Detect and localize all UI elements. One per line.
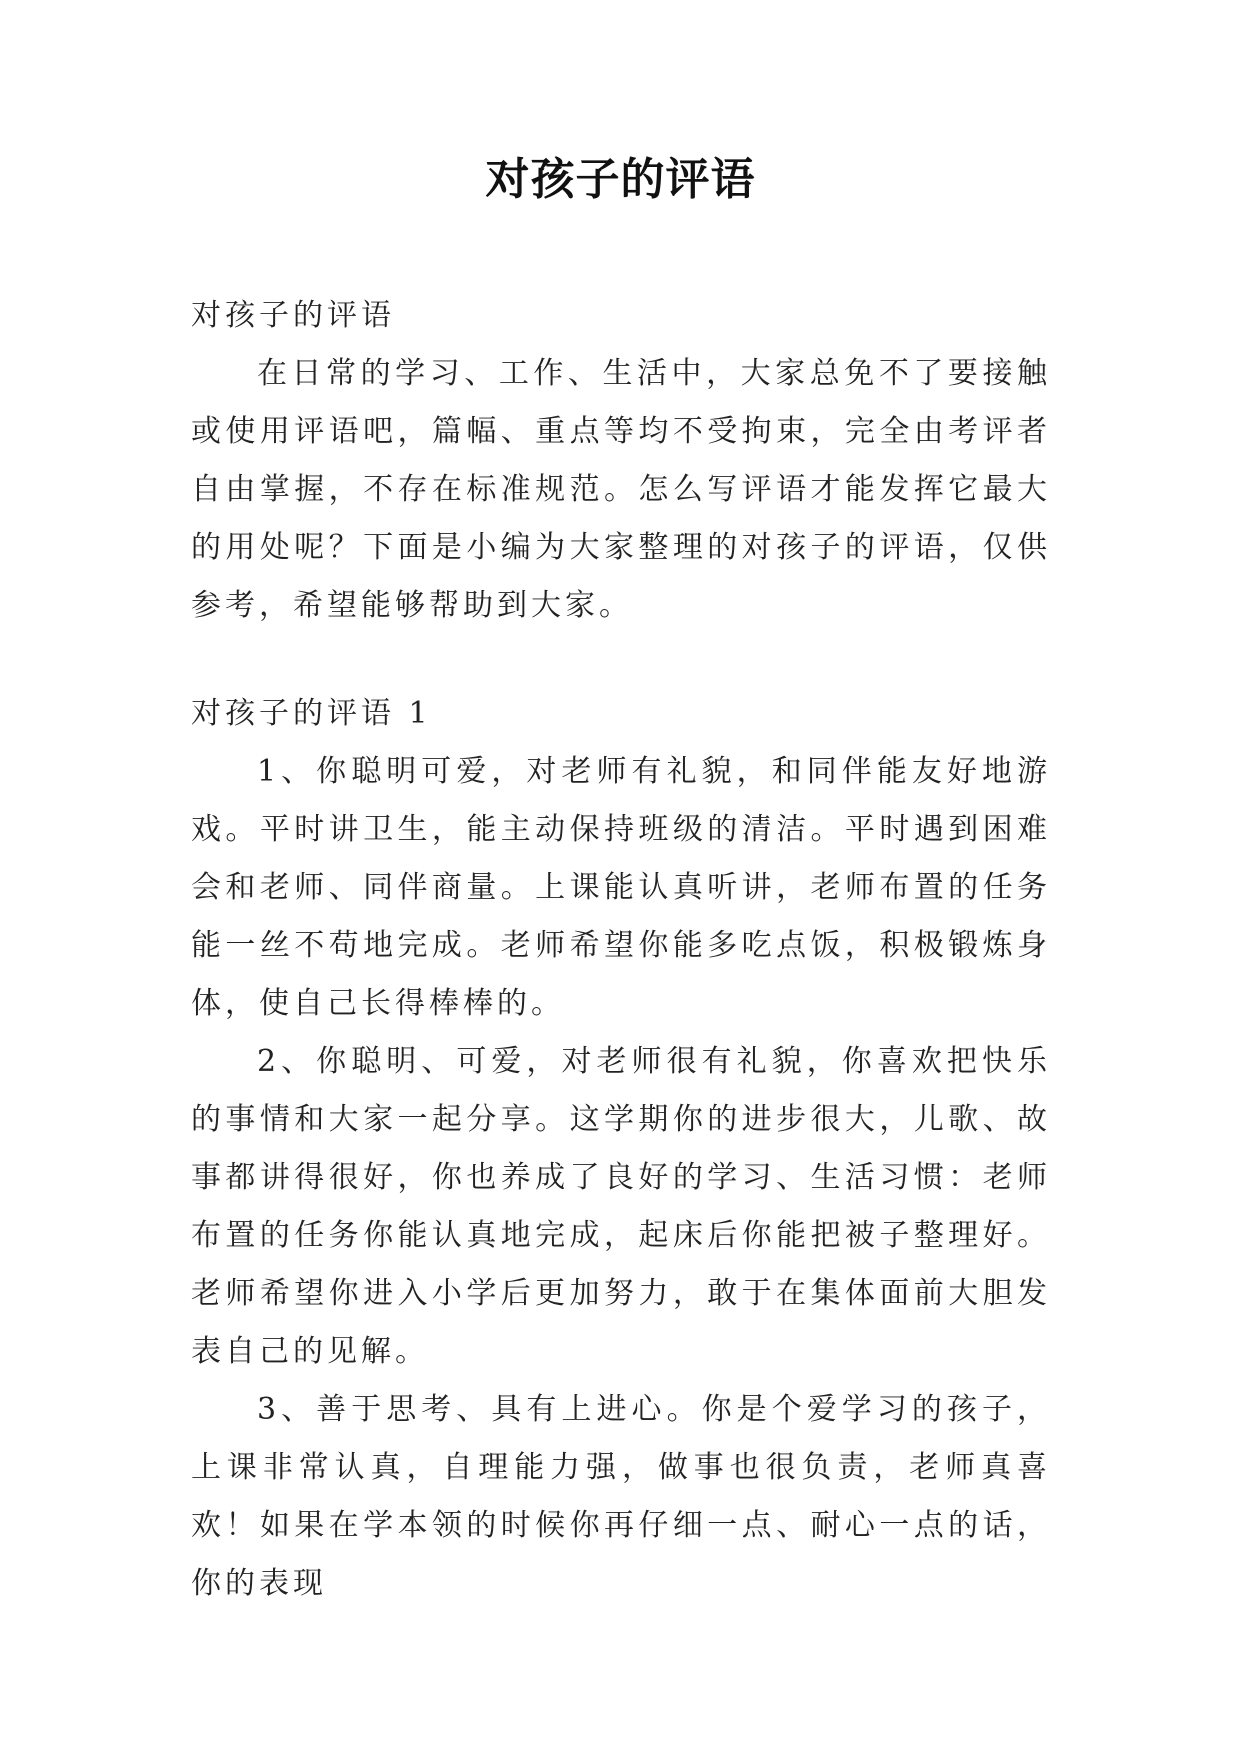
section-heading: 对孩子的评语 1	[191, 696, 432, 731]
document-body	[191, 287, 1051, 1613]
comment-item-1: 1、你聪明可爱，对老师有礼貌，和同伴能友好地游戏。平时讲卫生，能主动保持班级的清洁。平时遇到困难会和老师、同伴商量。上课能认真听讲，老师布置的任务能一丝不苟地完成。老师希望你能多吃点饭，积极锻炼身体，使自己长得棒棒的。	[191, 754, 1051, 1021]
document-title: 对孩子的评语	[485, 154, 756, 205]
comment-item-2: 2、你聪明、可爱，对老师很有礼貌，你喜欢把快乐的事情和大家一起分享。这学期你的进步很大，儿歌、故事都讲得很好，你也养成了良好的学习、生活习惯：老师布置的任务你能认真地完成，起床后你能把被子整理好。老师希望你进入小学后更加努力，敢于在集体面前大胆发表自己的见解。	[191, 1044, 1051, 1369]
section-gap	[191, 635, 1051, 685]
subtitle: 对孩子的评语	[191, 298, 395, 333]
intro-paragraph: 在日常的学习、工作、生活中，大家总免不了要接触或使用评语吧，篇幅、重点等均不受拘束，完全由考评者自由掌握，不存在标准规范。怎么写评语才能发挥它最大的用处呢？下面是小编为大家整理的对孩子的评语，仅供参考，希望能够帮助到大家。	[191, 356, 1051, 623]
comment-item-3: 3、善于思考、具有上进心。你是个爱学习的孩子，上课非常认真，自理能力强，做事也很负责，老师真喜欢！如果在学本领的时候你再仔细一点、耐心一点的话，你的表现	[191, 1392, 1051, 1601]
